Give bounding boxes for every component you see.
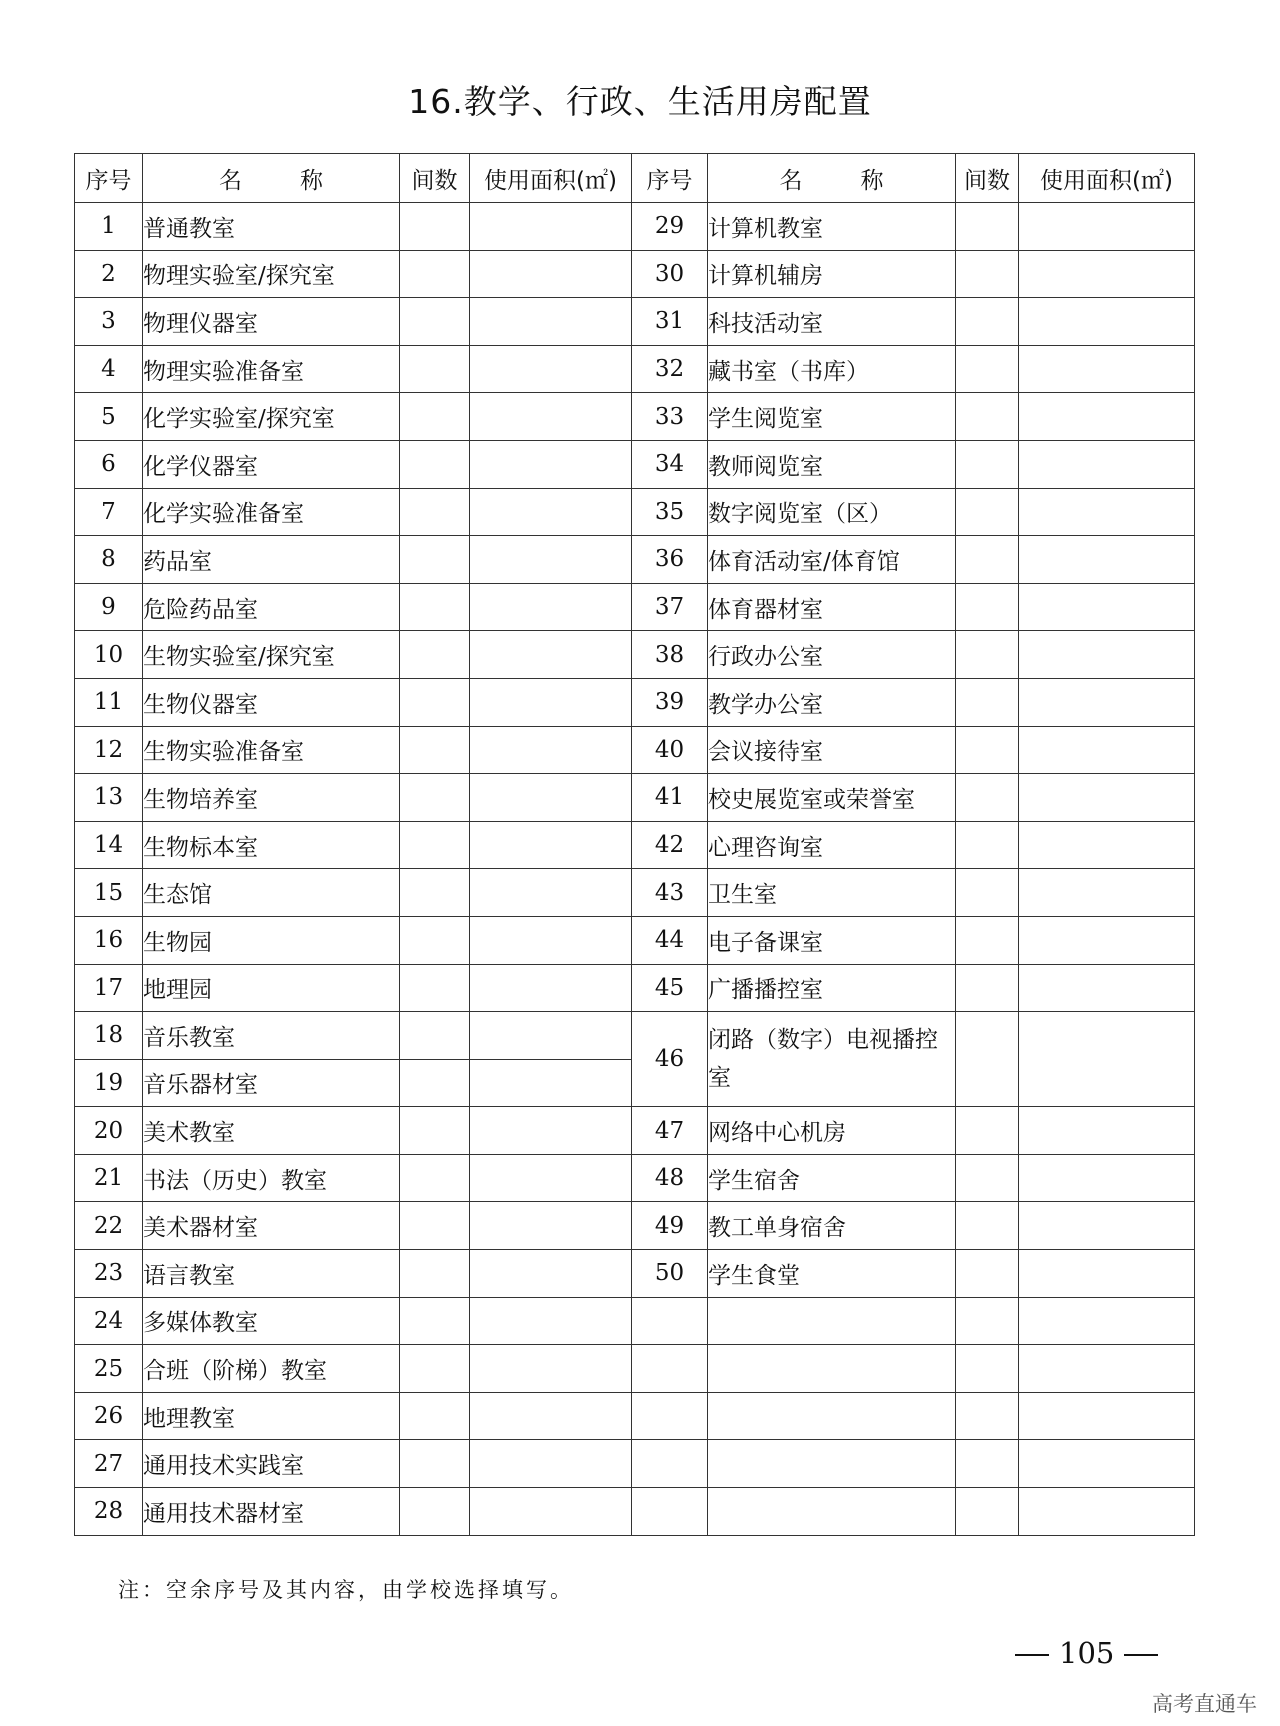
seq-cell: 18	[75, 1012, 143, 1060]
room-name-cell: 学生阅览室	[708, 393, 956, 441]
seq-cell: 43	[632, 869, 708, 917]
count-cell	[400, 250, 470, 298]
room-name-cell	[708, 1392, 956, 1440]
count-cell	[400, 631, 470, 679]
table-row	[75, 536, 1195, 584]
area-cell	[470, 1345, 632, 1393]
room-name-cell: 电子备课室	[708, 916, 956, 964]
count-cell	[400, 1107, 470, 1155]
page-number	[1005, 1636, 1168, 1670]
table-row	[75, 203, 1195, 251]
seq-cell: 39	[632, 678, 708, 726]
count-cell	[400, 298, 470, 346]
table-row	[75, 1297, 1195, 1345]
room-name-cell: 心理咨询室	[708, 821, 956, 869]
seq-cell	[632, 1345, 708, 1393]
count-cell	[956, 1202, 1019, 1250]
seq-cell: 1	[75, 203, 143, 251]
room-name-cell: 地理教室	[143, 1392, 400, 1440]
area-cell	[1019, 440, 1195, 488]
seq-cell: 47	[632, 1107, 708, 1155]
seq-cell: 2	[75, 250, 143, 298]
room-name-cell: 通用技术实践室	[143, 1440, 400, 1488]
room-name-cell: 物理实验室/探究室	[143, 250, 400, 298]
room-name-cell	[708, 1345, 956, 1393]
seq-cell: 26	[75, 1392, 143, 1440]
room-name-cell	[708, 1297, 956, 1345]
room-name-cell: 生物实验室/探究室	[143, 631, 400, 679]
area-cell	[470, 1012, 632, 1060]
count-cell	[400, 1202, 470, 1250]
room-name-cell: 地理园	[143, 964, 400, 1012]
room-name-cell: 合班（阶梯）教室	[143, 1345, 400, 1393]
page-title: 16.教学、行政、生活用房配置	[408, 82, 872, 121]
count-cell	[400, 726, 470, 774]
seq-cell: 29	[632, 203, 708, 251]
count-cell	[956, 345, 1019, 393]
table-row	[75, 440, 1195, 488]
area-cell	[1019, 1012, 1195, 1107]
area-cell	[1019, 916, 1195, 964]
room-config-table	[74, 153, 1195, 1536]
room-name-cell: 美术器材室	[143, 1202, 400, 1250]
area-cell	[470, 1154, 632, 1202]
area-cell	[470, 488, 632, 536]
seq-cell: 14	[75, 821, 143, 869]
seq-cell: 20	[75, 1107, 143, 1155]
area-cell	[1019, 583, 1195, 631]
count-cell	[400, 536, 470, 584]
seq-cell: 5	[75, 393, 143, 441]
count-cell	[400, 916, 470, 964]
header-count-left: 间数	[400, 154, 470, 203]
count-cell	[400, 440, 470, 488]
header-seq-left: 序号	[75, 154, 143, 203]
table-row	[75, 916, 1195, 964]
count-cell	[400, 1297, 470, 1345]
seq-cell: 44	[632, 916, 708, 964]
count-cell	[956, 964, 1019, 1012]
table-row	[75, 298, 1195, 346]
area-cell	[1019, 774, 1195, 822]
seq-cell: 6	[75, 440, 143, 488]
count-cell	[400, 1440, 470, 1488]
header-count-right: 间数	[956, 154, 1019, 203]
seq-cell	[632, 1392, 708, 1440]
area-cell	[470, 1392, 632, 1440]
table-row	[75, 726, 1195, 774]
seq-cell: 11	[75, 678, 143, 726]
count-cell	[400, 488, 470, 536]
room-name-cell: 学生食堂	[708, 1250, 956, 1298]
table-row	[75, 345, 1195, 393]
count-cell	[956, 488, 1019, 536]
area-cell	[1019, 1250, 1195, 1298]
room-name-cell: 广播播控室	[708, 964, 956, 1012]
seq-cell: 19	[75, 1059, 143, 1107]
header-seq-right: 序号	[632, 154, 708, 203]
area-cell	[1019, 536, 1195, 584]
room-name-cell: 体育活动室/体育馆	[708, 536, 956, 584]
seq-cell: 23	[75, 1250, 143, 1298]
seq-cell: 34	[632, 440, 708, 488]
count-cell	[956, 1392, 1019, 1440]
room-name-cell	[708, 1440, 956, 1488]
room-name-cell: 网络中心机房	[708, 1107, 956, 1155]
area-cell	[470, 726, 632, 774]
room-name-cell: 科技活动室	[708, 298, 956, 346]
table-row	[75, 488, 1195, 536]
count-cell	[400, 821, 470, 869]
area-cell	[470, 1440, 632, 1488]
area-cell	[1019, 726, 1195, 774]
area-cell	[470, 1488, 632, 1536]
seq-cell: 10	[75, 631, 143, 679]
count-cell	[956, 203, 1019, 251]
count-cell	[400, 1345, 470, 1393]
count-cell	[400, 678, 470, 726]
area-cell	[470, 536, 632, 584]
room-name-cell: 危险药品室	[143, 583, 400, 631]
count-cell	[400, 1488, 470, 1536]
area-cell	[1019, 1154, 1195, 1202]
area-cell	[1019, 298, 1195, 346]
count-cell	[956, 774, 1019, 822]
area-cell	[1019, 488, 1195, 536]
table-row	[75, 678, 1195, 726]
count-cell	[956, 916, 1019, 964]
count-cell	[400, 1154, 470, 1202]
seq-cell: 40	[632, 726, 708, 774]
seq-cell: 12	[75, 726, 143, 774]
seq-cell: 37	[632, 583, 708, 631]
room-name-cell: 学生宿舍	[708, 1154, 956, 1202]
area-cell	[470, 345, 632, 393]
count-cell	[400, 1012, 470, 1060]
room-name-cell: 行政办公室	[708, 631, 956, 679]
table-row	[75, 774, 1195, 822]
watermark: 高考直通车	[1152, 1692, 1257, 1716]
footnote: 注：空余序号及其内容，由学校选择填写。	[118, 1578, 574, 1602]
area-cell	[470, 678, 632, 726]
area-cell	[1019, 678, 1195, 726]
room-name-cell: 校史展览室或荣誉室	[708, 774, 956, 822]
seq-cell: 22	[75, 1202, 143, 1250]
table-row	[75, 1440, 1195, 1488]
area-cell	[1019, 1297, 1195, 1345]
count-cell	[400, 393, 470, 441]
seq-cell: 21	[75, 1154, 143, 1202]
seq-cell: 32	[632, 345, 708, 393]
header-name-right: 名称	[708, 154, 956, 203]
area-cell	[1019, 203, 1195, 251]
area-cell	[470, 964, 632, 1012]
area-cell	[1019, 631, 1195, 679]
area-cell	[1019, 1392, 1195, 1440]
seq-cell: 16	[75, 916, 143, 964]
seq-cell	[632, 1488, 708, 1536]
area-cell	[470, 821, 632, 869]
seq-cell: 25	[75, 1345, 143, 1393]
room-name-cell: 物理实验准备室	[143, 345, 400, 393]
room-name-cell: 生态馆	[143, 869, 400, 917]
room-name-cell	[708, 1488, 956, 1536]
area-cell	[470, 631, 632, 679]
seq-cell: 46	[632, 1012, 708, 1107]
room-name-cell: 体育器材室	[708, 583, 956, 631]
room-name-cell: 生物实验准备室	[143, 726, 400, 774]
area-cell	[1019, 821, 1195, 869]
seq-cell	[632, 1440, 708, 1488]
area-cell	[1019, 1202, 1195, 1250]
area-cell	[1019, 393, 1195, 441]
room-name-cell: 化学实验室/探究室	[143, 393, 400, 441]
room-name-cell: 生物培养室	[143, 774, 400, 822]
count-cell	[956, 821, 1019, 869]
room-name-cell: 化学实验准备室	[143, 488, 400, 536]
room-name-cell: 书法（历史）教室	[143, 1154, 400, 1202]
table-row	[75, 1345, 1195, 1393]
count-cell	[956, 1488, 1019, 1536]
room-name-cell: 教师阅览室	[708, 440, 956, 488]
area-cell	[470, 1059, 632, 1107]
count-cell	[400, 774, 470, 822]
area-cell	[1019, 869, 1195, 917]
area-cell	[1019, 1488, 1195, 1536]
count-cell	[956, 869, 1019, 917]
room-name-cell: 语言教室	[143, 1250, 400, 1298]
room-name-cell: 化学仪器室	[143, 440, 400, 488]
area-cell	[470, 1250, 632, 1298]
table-row	[75, 631, 1195, 679]
area-cell	[470, 203, 632, 251]
count-cell	[956, 393, 1019, 441]
seq-cell: 4	[75, 345, 143, 393]
room-name-cell: 卫生室	[708, 869, 956, 917]
count-cell	[956, 1250, 1019, 1298]
area-cell	[470, 583, 632, 631]
count-cell	[956, 298, 1019, 346]
count-cell	[956, 1297, 1019, 1345]
area-cell	[470, 393, 632, 441]
table-row	[75, 1154, 1195, 1202]
seq-cell: 42	[632, 821, 708, 869]
seq-cell: 8	[75, 536, 143, 584]
count-cell	[956, 1154, 1019, 1202]
count-cell	[956, 1012, 1019, 1107]
dash-right	[1124, 1654, 1158, 1656]
table-row	[75, 1012, 1195, 1060]
count-cell	[956, 250, 1019, 298]
seq-cell: 3	[75, 298, 143, 346]
room-name-cell: 美术教室	[143, 1107, 400, 1155]
dash-left	[1015, 1654, 1049, 1656]
area-cell	[1019, 345, 1195, 393]
seq-cell: 27	[75, 1440, 143, 1488]
table-row	[75, 1250, 1195, 1298]
room-name-cell: 生物标本室	[143, 821, 400, 869]
count-cell	[400, 964, 470, 1012]
count-cell	[956, 1107, 1019, 1155]
count-cell	[956, 678, 1019, 726]
room-name-cell: 教工单身宿舍	[708, 1202, 956, 1250]
area-cell	[470, 250, 632, 298]
seq-cell: 7	[75, 488, 143, 536]
seq-cell: 13	[75, 774, 143, 822]
count-cell	[956, 726, 1019, 774]
area-cell	[470, 869, 632, 917]
area-cell	[470, 1107, 632, 1155]
area-cell	[470, 916, 632, 964]
seq-cell: 35	[632, 488, 708, 536]
room-name-cell: 音乐教室	[143, 1012, 400, 1060]
seq-cell: 48	[632, 1154, 708, 1202]
seq-cell: 24	[75, 1297, 143, 1345]
seq-cell: 45	[632, 964, 708, 1012]
table-row	[75, 964, 1195, 1012]
seq-cell: 17	[75, 964, 143, 1012]
count-cell	[400, 1392, 470, 1440]
area-cell	[470, 298, 632, 346]
count-cell	[400, 1059, 470, 1107]
room-name-cell: 通用技术器材室	[143, 1488, 400, 1536]
header-area-left: 使用面积(㎡)	[470, 154, 632, 203]
seq-cell: 28	[75, 1488, 143, 1536]
room-name-cell: 会议接待室	[708, 726, 956, 774]
table-row	[75, 1392, 1195, 1440]
seq-cell: 49	[632, 1202, 708, 1250]
seq-cell: 38	[632, 631, 708, 679]
room-name-cell: 教学办公室	[708, 678, 956, 726]
table-row	[75, 1488, 1195, 1536]
area-cell	[470, 1202, 632, 1250]
room-name-cell: 药品室	[143, 536, 400, 584]
table-row	[75, 583, 1195, 631]
area-cell	[470, 440, 632, 488]
seq-cell: 31	[632, 298, 708, 346]
count-cell	[956, 583, 1019, 631]
table-row	[75, 393, 1195, 441]
room-name-cell: 计算机辅房	[708, 250, 956, 298]
count-cell	[956, 1345, 1019, 1393]
room-name-cell: 计算机教室	[708, 203, 956, 251]
header-row	[75, 154, 1195, 203]
room-name-cell: 生物仪器室	[143, 678, 400, 726]
seq-cell: 36	[632, 536, 708, 584]
table-row	[75, 821, 1195, 869]
header-name-left: 名称	[143, 154, 400, 203]
seq-cell: 50	[632, 1250, 708, 1298]
room-name-cell: 物理仪器室	[143, 298, 400, 346]
room-name-cell: 多媒体教室	[143, 1297, 400, 1345]
count-cell	[956, 1440, 1019, 1488]
count-cell	[400, 583, 470, 631]
room-name-cell: 生物园	[143, 916, 400, 964]
room-name-cell: 藏书室（书库）	[708, 345, 956, 393]
count-cell	[400, 1250, 470, 1298]
count-cell	[400, 869, 470, 917]
seq-cell: 15	[75, 869, 143, 917]
seq-cell: 41	[632, 774, 708, 822]
count-cell	[400, 203, 470, 251]
count-cell	[956, 440, 1019, 488]
area-cell	[1019, 1440, 1195, 1488]
area-cell	[1019, 250, 1195, 298]
table-row	[75, 869, 1195, 917]
area-cell	[1019, 1345, 1195, 1393]
seq-cell: 33	[632, 393, 708, 441]
seq-cell	[632, 1297, 708, 1345]
table-row	[75, 1202, 1195, 1250]
area-cell	[470, 774, 632, 822]
count-cell	[956, 631, 1019, 679]
room-name-cell: 闭路（数字）电视播控室	[708, 1012, 956, 1107]
table-row	[75, 1107, 1195, 1155]
seq-cell: 30	[632, 250, 708, 298]
table-row	[75, 250, 1195, 298]
seq-cell: 9	[75, 583, 143, 631]
area-cell	[470, 1297, 632, 1345]
room-name-cell: 数字阅览室（区）	[708, 488, 956, 536]
area-cell	[1019, 964, 1195, 1012]
area-cell	[1019, 1107, 1195, 1155]
count-cell	[956, 536, 1019, 584]
count-cell	[400, 345, 470, 393]
page-number-text: 105	[1059, 1636, 1115, 1670]
room-name-cell: 普通教室	[143, 203, 400, 251]
room-name-cell: 音乐器材室	[143, 1059, 400, 1107]
header-area-right: 使用面积(㎡)	[1019, 154, 1195, 203]
